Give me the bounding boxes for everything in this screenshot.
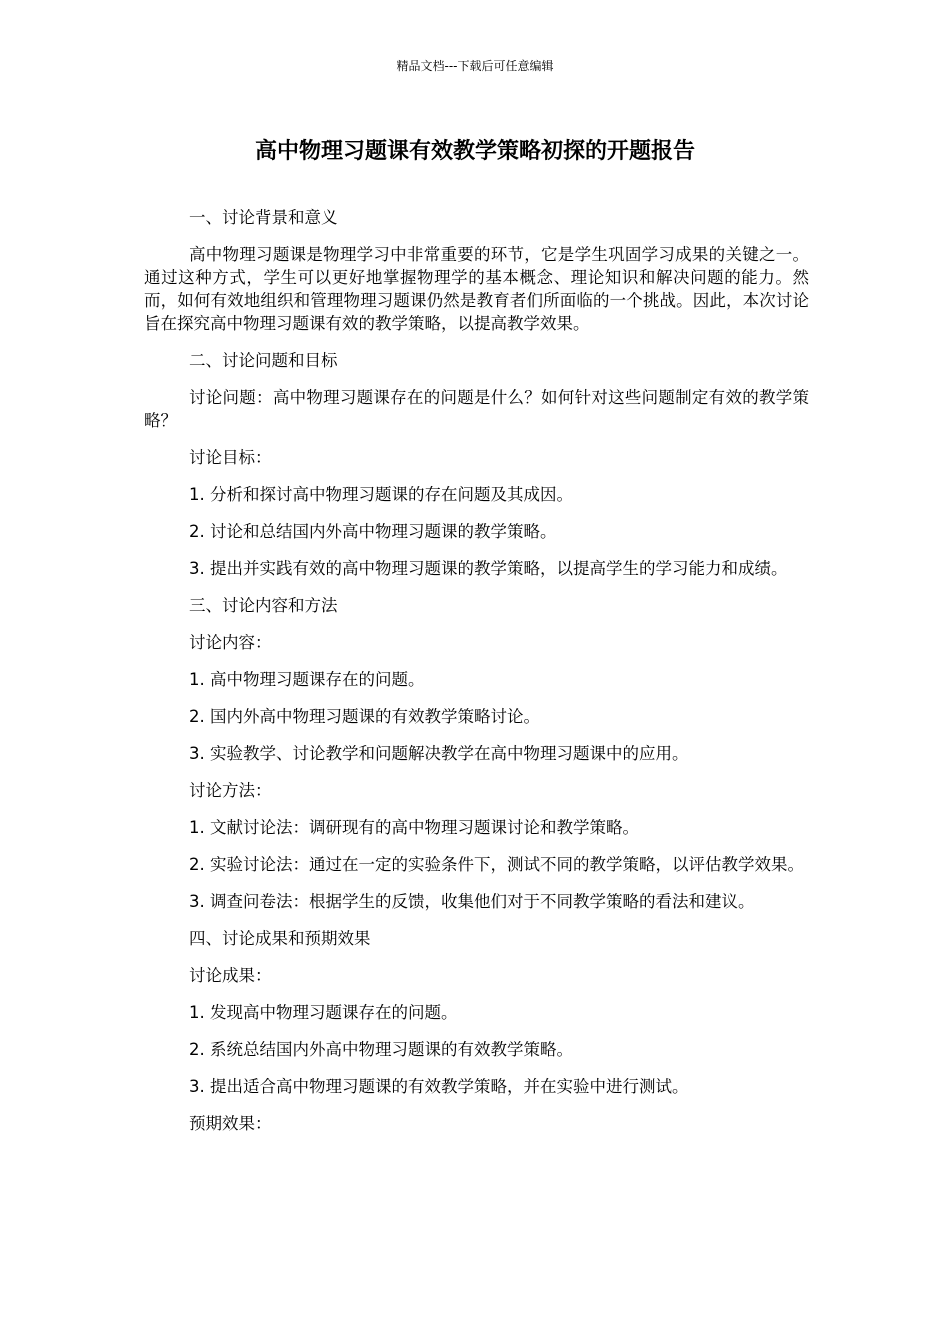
content-item: 3. 实验教学、讨论教学和问题解决教学在高中物理习题课中的应用。 [189, 744, 689, 763]
method-item: 1. 文献讨论法：调研现有的高中物理习题课讨论和教学策略。 [189, 818, 639, 837]
section-heading-4: 四、讨论成果和预期效果 [189, 929, 371, 948]
background-paragraph: 高中物理习题课是物理学习中非常重要的环节，它是学生巩固学习成果的关键之一。通过这种方式，学生可以更好地掌握物理学的基本概念、理论知识和解决问题的能力。然而，如何有效地组织和管理物理习题课仍然是教育者们所面临的一个挑战。因此，本次讨论旨在探究高中物理习题课有效的教学策略，以提高教学效果。 [144, 245, 809, 333]
content-item: 2. 国内外高中物理习题课的有效教学策略讨论。 [189, 707, 540, 726]
content-item: 1. 高中物理习题课存在的问题。 [189, 670, 425, 689]
method-item: 2. 实验讨论法：通过在一定的实验条件下，测试不同的教学策略，以评估教学效果。 [189, 855, 804, 874]
results-label: 讨论成果： [189, 966, 272, 985]
content-label: 讨论内容： [189, 633, 272, 652]
goal-item: 2. 讨论和总结国内外高中物理习题课的教学策略。 [189, 522, 557, 541]
section-heading-3: 三、讨论内容和方法 [189, 596, 338, 615]
result-item: 2. 系统总结国内外高中物理习题课的有效教学策略。 [189, 1040, 573, 1059]
result-item: 3. 提出适合高中物理习题课的有效教学策略，并在实验中进行测试。 [189, 1077, 689, 1096]
header-note: 精品文档---下载后可任意编辑 [396, 59, 554, 73]
document-title: 高中物理习题课有效教学策略初探的开题报告 [254, 139, 695, 164]
document-body [144, 206, 809, 1149]
expected-effect-label: 预期效果： [189, 1114, 272, 1133]
methods-label: 讨论方法： [189, 781, 272, 800]
research-question: 讨论问题：高中物理习题课存在的问题是什么？如何针对这些问题制定有效的教学策略？ [144, 388, 809, 430]
goal-item: 3. 提出并实践有效的高中物理习题课的教学策略，以提高学生的学习能力和成绩。 [189, 559, 788, 578]
goals-label: 讨论目标： [189, 448, 272, 467]
result-item: 1. 发现高中物理习题课存在的问题。 [189, 1003, 458, 1022]
method-item: 3. 调查问卷法：根据学生的反馈，收集他们对于不同教学策略的看法和建议。 [189, 892, 755, 911]
section-heading-1: 一、讨论背景和意义 [189, 208, 338, 227]
section-heading-2: 二、讨论问题和目标 [189, 351, 338, 370]
goal-item: 1. 分析和探讨高中物理习题课的存在问题及其成因。 [189, 485, 573, 504]
